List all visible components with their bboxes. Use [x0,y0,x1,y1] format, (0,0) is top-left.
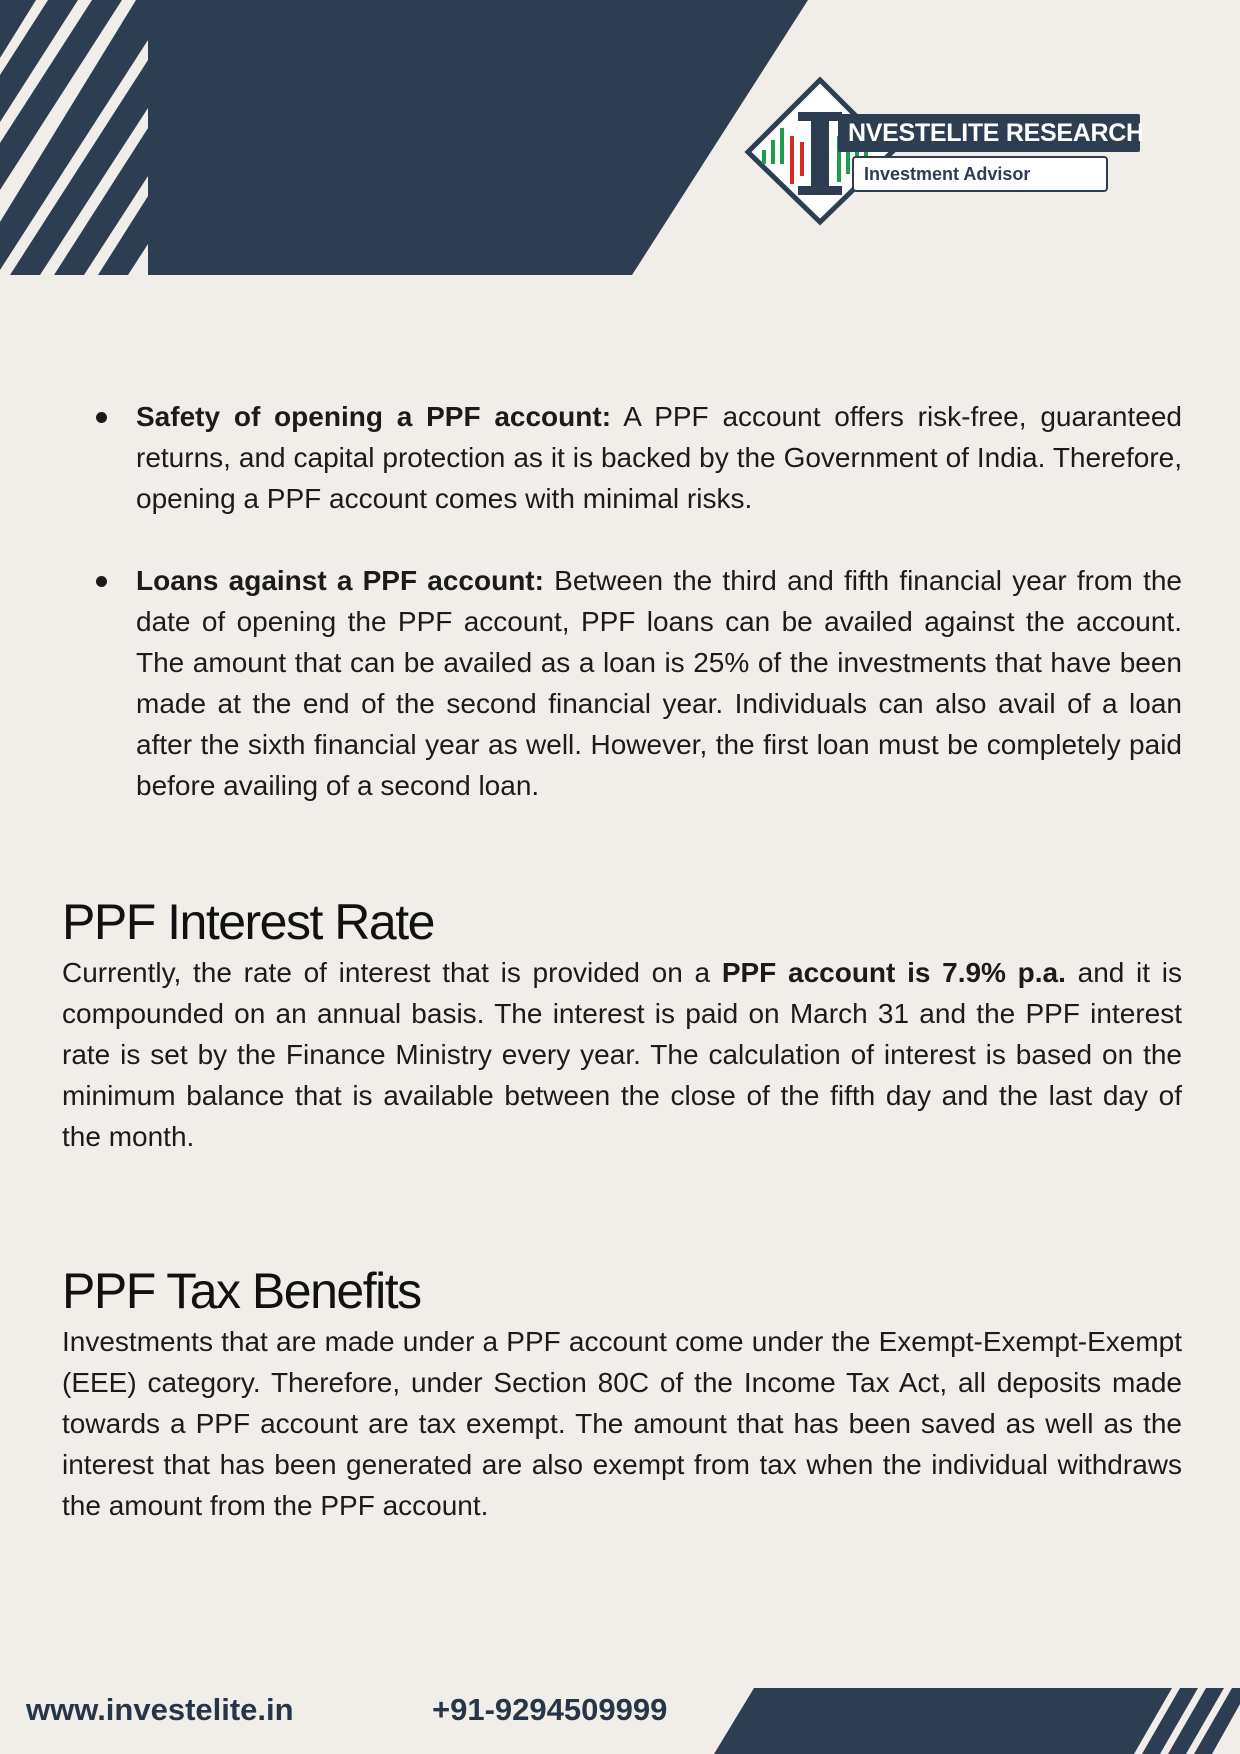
interest-paragraph [62,952,1182,1157]
tax-paragraph: Investments that are made under a PPF account come under the Exempt-Exempt-Exempt (EEE) category. Therefore, under Section 80C of the Income Tax Act, all deposits made towards a PPF account are tax exempt. The amount that has been saved as well as the interest that has been generated are also exempt from tax when the individual withdraws the amount from the PPF account. [62,1326,1182,1521]
bullet-text: Between the third and fifth financial year from the date of opening the PPF account, PPF loans can be availed against the account. The amount that can be availed as a loan is 25% of the investments that have been made at the end of the second financial year. Individuals can also avail of a loan after the sixth financial year as well. However, the first loan must be completely paid before availing of a second loan. [136,565,1182,801]
tax-heading: PPF Tax Benefits [62,1263,421,1319]
interest-text-after: and it is compounded on an annual basis. The interest is paid on March 31 and the PPF interest rate is set by the Finance Ministry every year. The calculation of interest is based on the minimum balance that is available between the close of the fifth day and the last day of the month. [62,957,1182,1152]
brand-tagline: Investment Advisor [852,156,1108,192]
bullet-list [62,396,1182,806]
list-item [62,560,1182,806]
list-item [62,396,1182,519]
phone-number[interactable]: +91-9294509999 [432,1692,668,1727]
brand-name: NVESTELITE RESEARCH [838,114,1140,152]
bullet-title: Loans against a PPF account: [136,565,544,596]
brand-logo [740,76,1200,226]
interest-heading: PPF Interest Rate [62,894,434,950]
bullet-dot-icon [96,576,107,587]
bullet-text: A PPF account offers risk-free, guaranteed returns, and capital protection as it is backed by the Government of India. Therefore, opening a PPF account comes with minimal risks. [136,401,1182,514]
main-content [62,396,1182,1526]
website-link[interactable]: www.investelite.in [26,1692,294,1727]
interest-text-before: Currently, the rate of interest that is provided on a [62,957,722,988]
bullet-dot-icon [96,412,107,423]
bullet-title: Safety of opening a PPF account: [136,401,612,432]
footer [0,1684,1240,1754]
interest-rate-highlight: PPF account is 7.9% p.a. [721,957,1066,988]
